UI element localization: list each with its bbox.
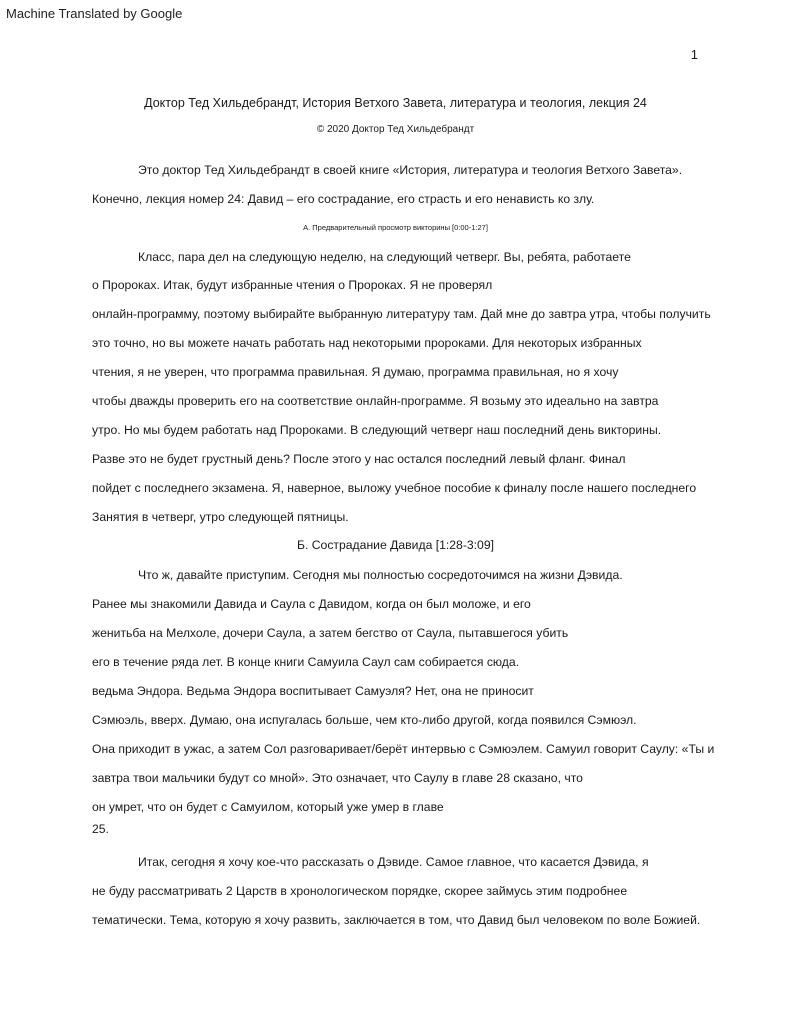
paragraph-line: это точно, но вы можете начать работать над некоторыми пророками. Для некоторых избранных [92, 336, 642, 350]
paragraph-line: чтения, я не уверен, что программа правильная. Я думаю, программа правильная, но я хочу [92, 365, 619, 379]
paragraph-line: 25. [92, 822, 109, 836]
copyright-line: © 2020 Доктор Тед Хильдебрандт [316, 124, 475, 135]
paragraph-line: Класс, пара дел на следующую неделю, на следующий четверг. Вы, ребята, работаете [138, 250, 631, 264]
paragraph-line: не буду рассматривать 2 Царств в хронологическом порядке, скорее займусь этим подробнее [92, 884, 628, 898]
paragraph-line: Она приходит в ужас, а затем Сол разговаривает/берёт интервью с Сэмюэлем. Самуил говорит Саулу: «Ты и [92, 742, 715, 756]
paragraph-line: Итак, сегодня я хочу кое-что рассказать о Дэвиде. Самое главное, что касается Дэвида, я [138, 855, 649, 869]
watermark: Machine Translated by Google [6, 6, 183, 21]
paragraph-line: он умрет, что он будет с Самуилом, который уже умер в главе [92, 800, 444, 814]
paragraph-line: о Пророках. Итак, будут избранные чтения о Пророках. Я не проверял [92, 278, 493, 292]
paragraph-line: его в течение ряда лет. В конце книги Самуила Саул сам собирается сюда. [92, 655, 520, 669]
intro-line: Это доктор Тед Хильдебрандт в своей книге «История, литература и теология Ветхого Завета». [138, 163, 683, 177]
paragraph-line: завтра твои мальчики будут со мной». Это означает, что Саулу в главе 28 сказано, что [92, 771, 583, 785]
paragraph-line: Сэмюэль, вверх. Думаю, она испугалась больше, чем кто-либо другой, когда появился Сэмюэл. [92, 713, 637, 727]
page-number: 1 [690, 47, 698, 62]
paragraph-line: Ранее мы знакомили Давида и Саула с Давидом, когда он был моложе, и его [92, 597, 531, 611]
paragraph-line: Занятия в четверг, утро следующей пятницы. [92, 510, 349, 524]
paragraph-line: чтобы дважды проверить его на соответствие онлайн-программе. Я возьму это идеально на завтра [92, 394, 659, 408]
document-title: Доктор Тед Хильдебрандт, История Ветхого Завета, литература и теология, лекция 24 [144, 96, 647, 110]
paragraph-line: ведьма Эндора. Ведьма Эндора воспитывает Самуэля? Нет, она не приносит [92, 684, 534, 698]
paragraph-line: утро. Но мы будем работать над Пророками. В следующий четверг наш последний день викторины. [92, 423, 662, 437]
paragraph-line: Что ж, давайте приступим. Сегодня мы полностью сосредоточимся на жизни Дэвида. [138, 568, 623, 582]
intro-line: Конечно, лекция номер 24: Давид – его сострадание, его страсть и его ненависть ко злу. [92, 192, 595, 206]
section-b-heading: Б. Сострадание Давида [1:28-3:09] [296, 538, 495, 552]
paragraph-line: женитьба на Мелхоле, дочери Саула, а затем бегство от Саула, пытавшегося убить [92, 626, 569, 640]
paragraph-line: тематически. Тема, которую я хочу развить, заключается в том, что Давид был человеком по воле Божией. [92, 913, 701, 927]
section-a-heading: А. Предварительный просмотр викторины [0:00-1:27] [303, 223, 488, 232]
paragraph-line: онлайн-программу, поэтому выбирайте выбранную литературу там. Дай мне до завтра утра, чтобы получить [92, 307, 711, 321]
paragraph-line: Разве это не будет грустный день? После этого у нас остался последний левый фланг. Финал [92, 452, 626, 466]
paragraph-line: пойдет с последнего экзамена. Я, наверное, выложу учебное пособие к финалу после нашего последнего [92, 481, 697, 495]
